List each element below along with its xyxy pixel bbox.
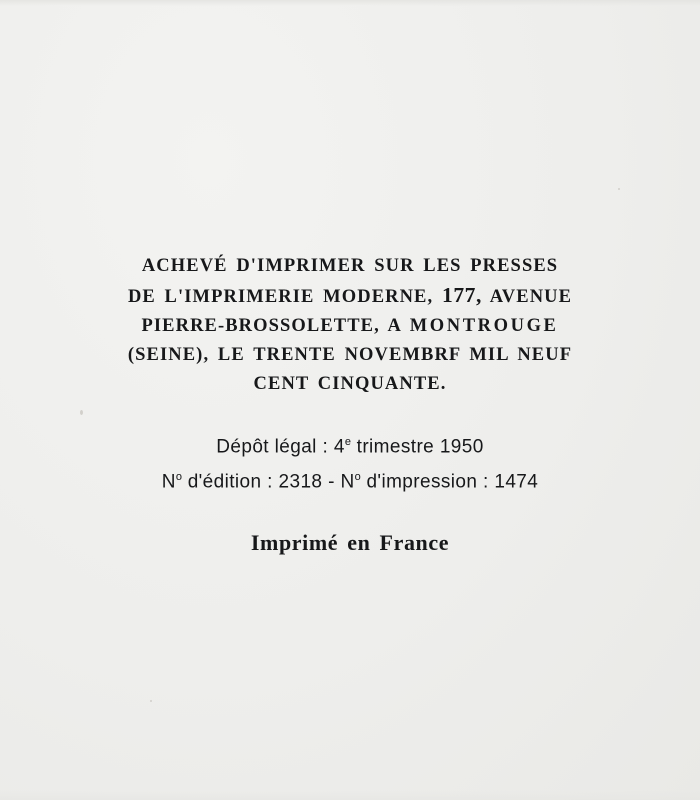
legal-numbers-line — [70, 462, 630, 497]
imprint-line-3-text-a: PIERRE-BROSSOLETTE, A — [141, 316, 401, 336]
imprint-line-1-text: ACHEVÉ D'IMPRIMER SUR LES PRESSES — [141, 256, 559, 276]
deposit-year: 1950 — [439, 436, 484, 458]
deposit-label: Dépôt légal : — [216, 436, 329, 458]
edition-label-rest: d'édition : — [187, 471, 273, 493]
imprint-line-2-text-a: DE L'IMPRIMERIE MODERNE, — [127, 287, 434, 307]
imprint-line-4 — [70, 341, 630, 370]
imprint-line-4-text-b: TRENTE NOVEMBRF MIL NEUF — [253, 345, 573, 365]
legal-deposit-line — [70, 427, 630, 462]
edition-label: N — [161, 471, 176, 493]
imprint-line-5 — [70, 370, 630, 399]
imprint-line-3-text-b: MONTROUGE — [409, 316, 559, 336]
deposit-quarter-ordinal: e — [344, 436, 351, 448]
impression-number: 1474 — [494, 471, 539, 493]
imprint-line-5-text: CENT CINQUANTE. — [253, 374, 447, 394]
printed-in-france-statement: Imprimé en France — [250, 529, 450, 555]
colophon-block — [70, 252, 630, 556]
imprint-line-1 — [70, 252, 630, 281]
imprint-line-3 — [70, 312, 630, 341]
paper-speck — [150, 700, 152, 702]
legal-deposit-block — [70, 427, 630, 498]
edition-label-ordinal: o — [175, 471, 182, 484]
imprint-line-2-text-b: AVENUE — [489, 287, 573, 307]
impression-label-rest: d'impression : — [366, 471, 489, 493]
imprint-street-number: 177, — [441, 283, 482, 307]
impression-label-ordinal: o — [354, 471, 361, 484]
edition-number: 2318 — [278, 471, 323, 493]
deposit-quarter-word: trimestre — [356, 436, 435, 458]
deposit-quarter-number: 4 — [333, 436, 345, 458]
paper-speck — [618, 188, 620, 190]
imprint-line-4-text-a: (SEINE), LE — [127, 345, 245, 365]
numbers-separator: - — [328, 471, 335, 493]
impression-label: N — [340, 471, 355, 493]
imprint-line-2 — [70, 281, 630, 312]
imprint-statement — [70, 252, 630, 399]
